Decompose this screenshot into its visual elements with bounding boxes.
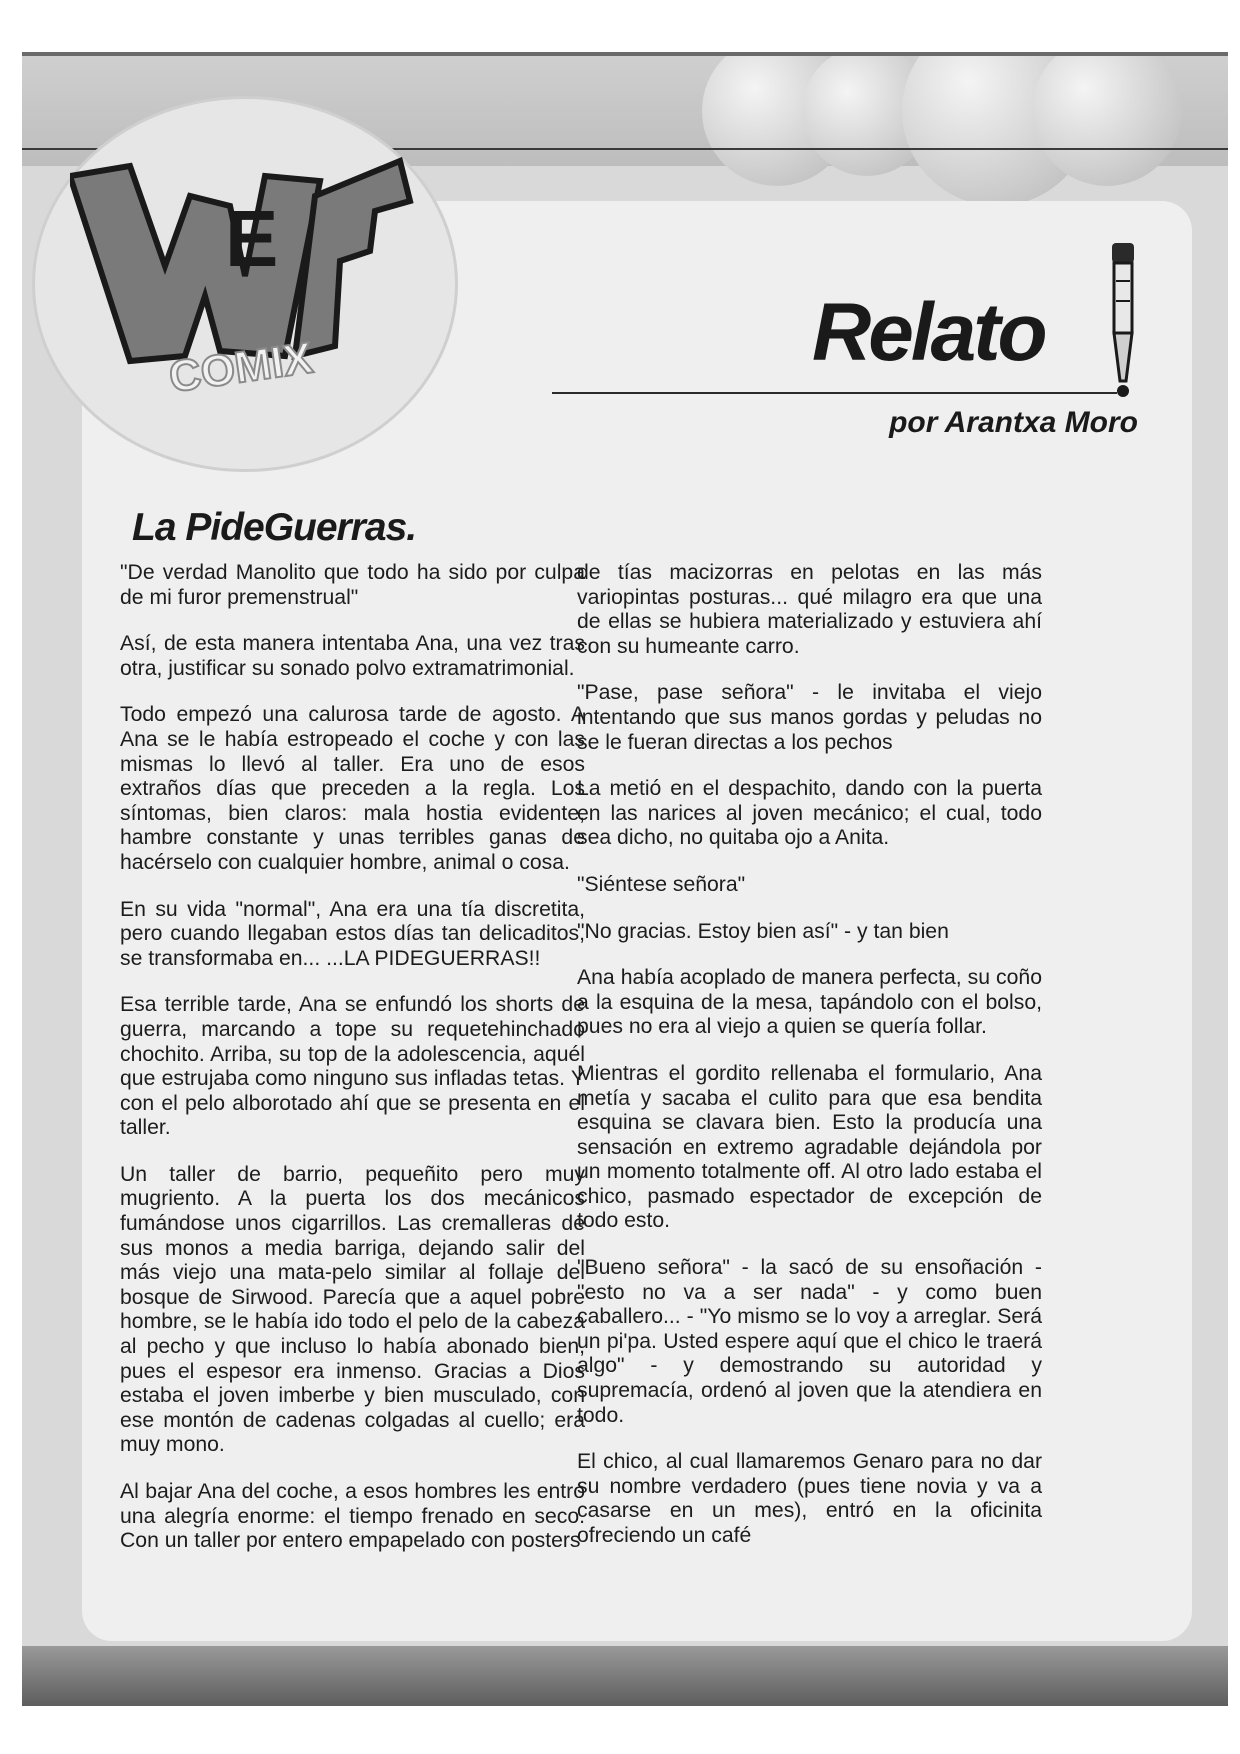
paragraph: Ana había acoplado de manera perfecta, su coño a la esquina de la mesa, tapándolo con el bolso, pues no era al viejo a quien se quería follar.: [577, 966, 1042, 1039]
paragraph: "No gracias. Estoy bien así" - y tan bien: [577, 919, 949, 943]
byline: por Arantxa Moro: [889, 406, 1138, 439]
section-title: Relato: [812, 287, 1045, 378]
paragraph: "De verdad Manolito que todo ha sido por culpa de mi furor premenstrual": [120, 561, 585, 609]
paragraph: Al bajar Ana del coche, a esos hombres les entró una alegría enorme: el tiempo frenado en seco. Con un taller por entero empapelado con posters: [120, 1480, 585, 1553]
bottom-band: [22, 1646, 1228, 1706]
paragraph: Mientras el gordito rellenaba el formulario, Ana metía y sacaba el culito para que esa bendita esquina se clavara bien. Esto la producía una sensación en extremo agradable dejándola por un momento totalmente off. Al otro lado estaba el chico, pasmado espectador de excepción de todo esto.: [577, 1061, 1042, 1233]
wet-comix-logo: [70, 156, 430, 416]
paragraph: "Siéntese señora": [577, 872, 746, 896]
paragraph: En su vida "normal", Ana era una tía discretita, pero cuando llegaban estos días tan delicaditos, se transformaba en... ...LA PIDEGUERRAS!!: [120, 897, 585, 970]
paragraph: Todo empezó una calurosa tarde de agosto. A Ana se le había estropeado el coche y con las mismas lo llevó al taller. Era uno de esos extraños días que preceden a la regla. Los síntomas, bien claros: mala hostia evidente, hambre constante y unas terribles ganas de hacérselo con cualquier hombre, animal o cosa.: [120, 703, 585, 874]
fountain-pen-icon: [1102, 241, 1142, 401]
left-column: [120, 561, 585, 1576]
paragraph: de tías macizorras en pelotas en las más variopintas posturas... qué milagro era que una de ellas se hubiera materializado y estuviera ahí con su humeante carro.: [577, 561, 1042, 658]
svg-text:E: E: [225, 194, 279, 283]
title-rule: [552, 392, 1117, 394]
magazine-page: [22, 52, 1228, 1706]
paragraph: "Pase, pase señora" - le invitaba el viejo intentando que sus manos gordas y peludas no se le fueran directas a los pechos: [577, 681, 1042, 754]
svg-text:COMIX: COMIX: [166, 333, 316, 402]
paragraph: "Bueno señora" - la sacó de su ensoñación - "esto no va a ser nada" - y como buen caballero... - "Yo mismo se lo voy a arreglar. Será un pi'pa. Usted espere aquí que el chico le traerá algo" - y demostrando su autoridad y supremacía, ordenó al joven que la atendiera en todo.: [577, 1256, 1042, 1427]
right-column: [577, 561, 1042, 1571]
story-title: La PideGuerras.: [132, 506, 417, 549]
paragraph: Esa terrible tarde, Ana se enfundó los shorts de guerra, marcando a tope su requetehinchado chochito. Arriba, su top de la adolescencia, aquél que estrujaba como ninguno sus infladas tetas. Y con el pelo alborotado ahí que se presenta en el taller.: [120, 993, 585, 1140]
paragraph: Un taller de barrio, pequeñito pero muy mugriento. A la puerta los dos mecánicos fumándose unos cigarrillos. Las cremalleras de sus monos a media barriga, dejando salir del más viejo una mata-pelo similar al follaje del bosque de Sirwood. Parecía que a aquel pobre hombre, se le había ido todo el pelo de la cabeza al pecho y que incluso lo había abonado bien, pues el espesor era inmenso. Gracias a Dios estaba el joven imberbe y bien musculado, con ese montón de cadenas colgadas al cuello; era muy mono.: [120, 1162, 585, 1457]
paragraph: La metió en el despachito, dando con la puerta en las narices al joven mecánico; el cual, todo sea dicho, no quitaba ojo a Anita.: [577, 777, 1042, 850]
paragraph: Así, de esta manera intentaba Ana, una vez tras otra, justificar su sonado polvo extramatrimonial.: [120, 632, 585, 680]
paragraph: El chico, al cual llamaremos Genaro para no dar su nombre verdadero (pues tiene novia y va a casarse en un mes), entró en la oficinita ofreciendo un café: [577, 1450, 1042, 1547]
